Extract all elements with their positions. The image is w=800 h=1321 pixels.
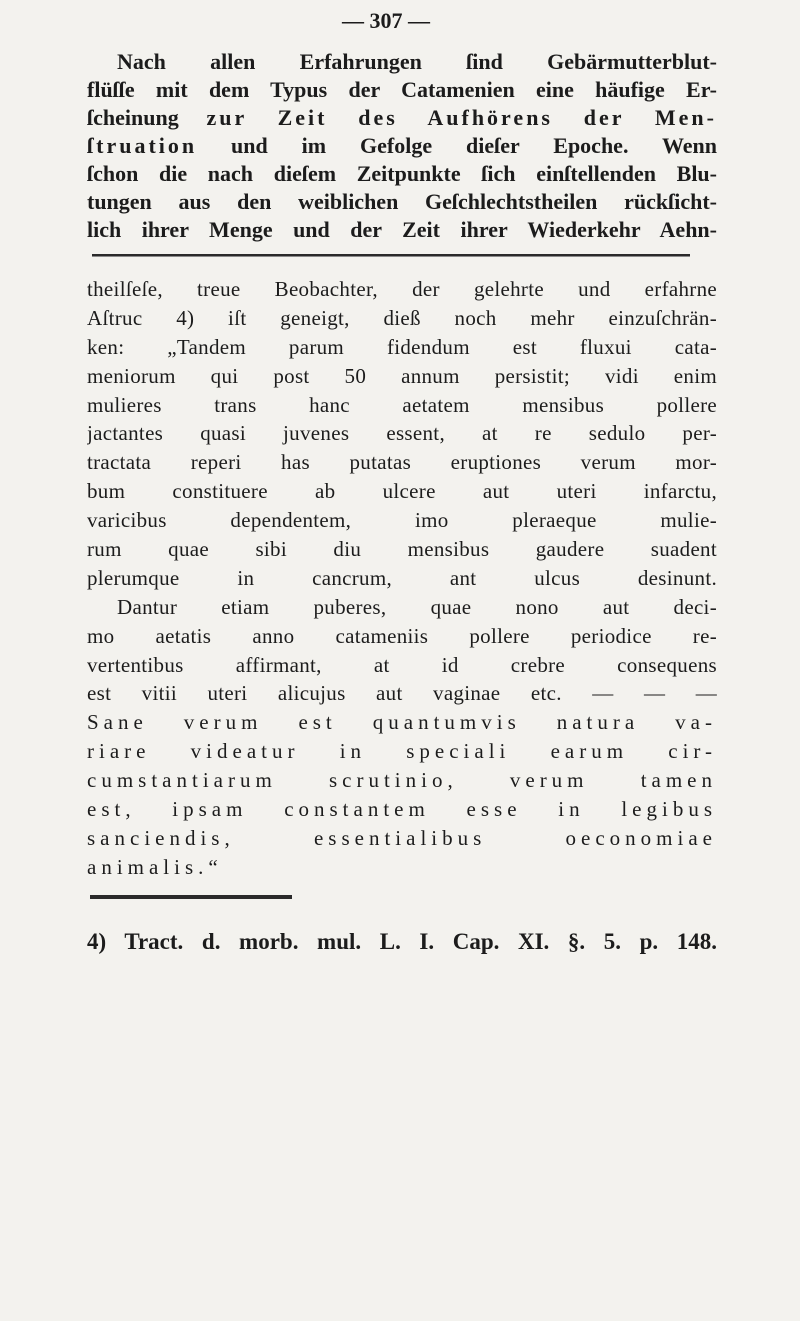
main-text-emphasis: zur Zeit des Aufhörens der Men- xyxy=(206,105,717,130)
main-text-line xyxy=(87,132,717,160)
main-text-line: ſchon die nach dieſem Zeitpunkte ſich einſtellenden Blu- xyxy=(87,161,717,186)
footnote-text-line: rum quae sibi diu mensibus gaudere suadent xyxy=(87,537,717,562)
footnote-separator xyxy=(92,254,690,257)
footnote-text xyxy=(87,275,717,882)
footnote-text-line: mulieres trans hanc aetatem mensibus pollere xyxy=(87,392,717,417)
footnote-text-line: varicibus dependentem, imo pleraeque mulie- xyxy=(87,508,717,533)
main-text-segment: ſcheinung xyxy=(87,105,207,130)
footnote-text-line: plerumque in cancrum, ant ulcus desinunt. xyxy=(87,565,717,590)
footnote-text-line: jactantes quasi juvenes essent, at re sedulo per- xyxy=(87,421,717,446)
main-text-line: tungen aus den weiblichen Geſchlechtstheilen rückſicht- xyxy=(87,189,717,214)
main-text-line: flüſſe mit dem Typus der Catamenien eine häufige Er- xyxy=(87,77,717,102)
footnote-text-line: est vitii uteri alicujus aut vaginae etc. — — — xyxy=(87,681,717,706)
main-text-segment: und im Gefolge dieſer Epoche. Wenn xyxy=(197,133,717,158)
footnote-text-line: meniorum qui post 50 annum persistit; vidi enim xyxy=(87,363,717,388)
footnote-text-line-spaced: animalis.“ xyxy=(87,854,223,879)
footnote-text-line: tractata reperi has putatas eruptiones verum mor- xyxy=(87,450,717,475)
footnote-reference-line: 4) Tract. d. morb. mul. L. I. Cap. XI. §. 5. p. 148. xyxy=(87,929,717,954)
footnote-text-line: ken: „Tandem parum fidendum est fluxui cata- xyxy=(87,334,717,359)
main-text xyxy=(87,48,717,244)
main-text-line: Nach allen Erfahrungen ſind Gebärmutterblut- xyxy=(117,49,717,74)
footnote-text-line: mo aetatis anno catameniis pollere periodice re- xyxy=(87,623,717,648)
footnote-text-line: Aſtruc 4) iſt geneigt, dieß noch mehr einzuſchrän- xyxy=(87,305,717,330)
footnote-text-line: vertentibus affirmant, at id crebre consequens xyxy=(87,652,717,677)
footnote-text-line-spaced: Sane verum est quantumvis natura va- xyxy=(87,710,717,735)
footnote-text-line-spaced: riare videatur in speciali earum cir- xyxy=(87,739,717,764)
footnote-text-line: Dantur etiam puberes, quae nono aut deci- xyxy=(117,594,717,619)
main-text-line xyxy=(87,104,717,132)
footnote-text-line-spaced: est, ipsam constantem esse in legibus xyxy=(87,797,717,822)
page-number: — 307 — xyxy=(342,8,430,33)
footnote-reference xyxy=(87,928,717,956)
footnote-text-line-spaced: cumstantiarum scrutinio, verum tamen xyxy=(87,768,717,793)
main-text-line: lich ihrer Menge und der Zeit ihrer Wiederkehr Aehn- xyxy=(87,217,717,242)
main-text-emphasis: ſtruation xyxy=(87,133,198,158)
reference-separator xyxy=(90,895,292,899)
footnote-text-line-spaced: sanciendis, essentialibus oeconomiae xyxy=(87,825,717,850)
footnote-text-line: bum constituere ab ulcere aut uteri infarctu, xyxy=(87,479,717,504)
footnote-text-line: theilſeſe, treue Beobachter, der gelehrte und erfahrne xyxy=(87,277,717,301)
